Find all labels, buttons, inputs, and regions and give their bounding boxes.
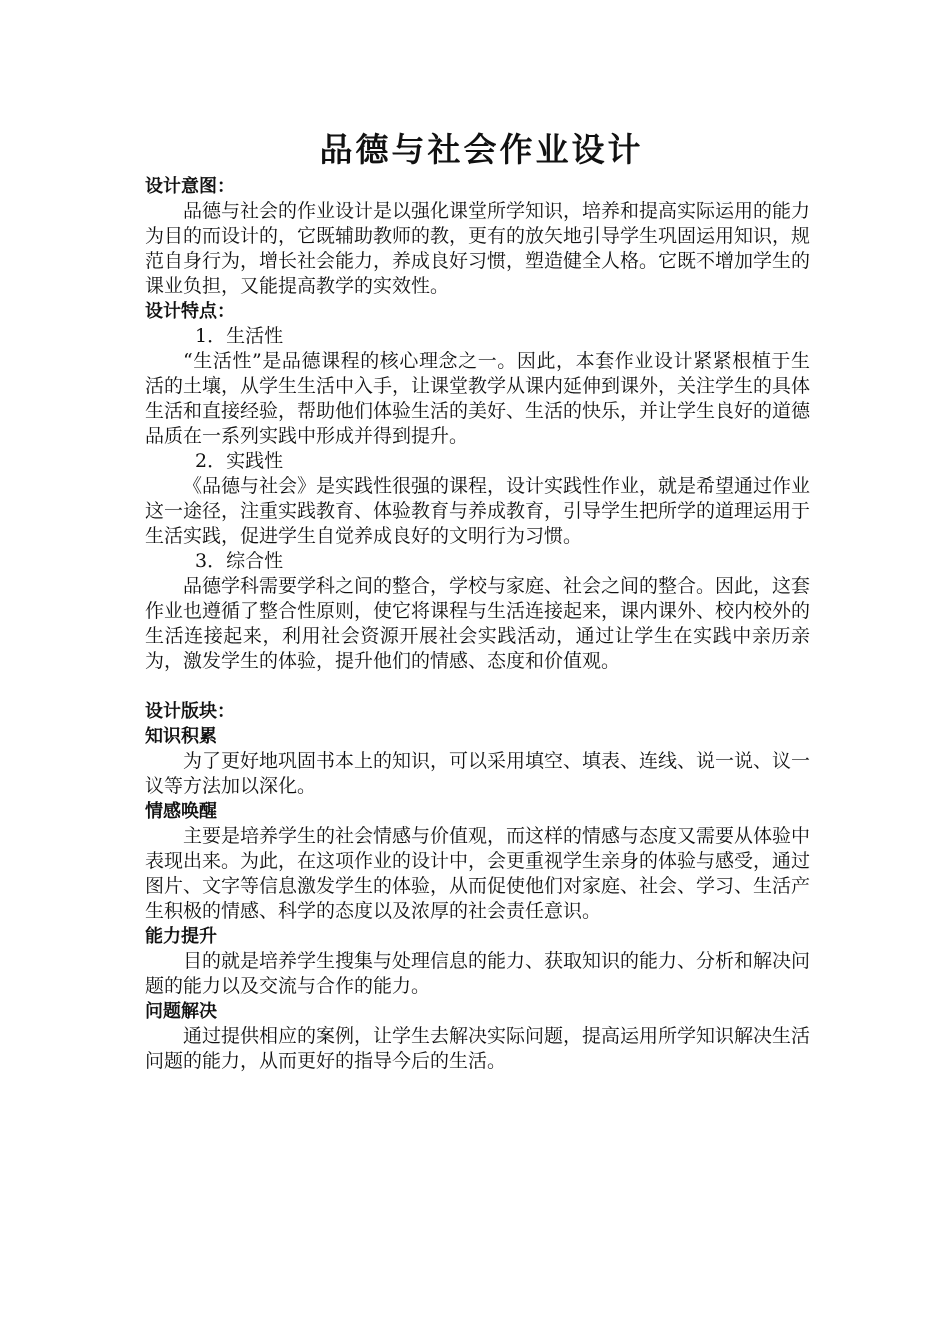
module-heading-ability: 能力提升 <box>145 926 217 947</box>
feature-label-life: 1．生活性 <box>195 325 284 347</box>
document-title: 品德与社会作业设计 <box>319 130 644 169</box>
module-paragraph-emotion: 主要是培养学生的社会情感与价值观，而这样的情感与态度又需要从体验中表现出来。为此，在这项作业的设计中，会更重视学生亲身的体验与感受，通过图片、文字等信息激发学生的体验，从而促使他们对家庭、社会、学习、生活产生积极的情感、科学的态度以及浓厚的社会责任意识。 <box>145 825 811 922</box>
module-paragraph-knowledge: 为了更好地巩固书本上的知识，可以采用填空、填表、连线、说一说、议一议等方法加以深化。 <box>145 750 811 797</box>
feature-paragraph-life: “生活性”是品德课程的核心理念之一。因此，本套作业设计紧紧根植于生活的土壤，从学生生活中入手，让课堂教学从课内延伸到课外，关注学生的具体生活和直接经验，帮助他们体验生活的美好、生活的快乐，并让学生良好的道德品质在一系列实践中形成并得到提升。 <box>145 350 811 447</box>
module-heading-problem: 问题解决 <box>145 1001 217 1022</box>
module-paragraph-ability: 目的就是培养学生搜集与处理信息的能力、获取知识的能力、分析和解决问题的能力以及交流与合作的能力。 <box>145 950 811 997</box>
feature-paragraph-practice: 《品德与社会》是实践性很强的课程，设计实践性作业，就是希望通过作业这一途径，注重实践教育、体验教育与养成教育，引导学生把所学的道理运用于生活实践，促进学生自觉养成良好的文明行为习惯。 <box>145 475 811 547</box>
feature-label-practice: 2．实践性 <box>195 450 284 472</box>
module-heading-emotion: 情感唤醒 <box>145 801 217 822</box>
module-heading-knowledge: 知识积累 <box>145 726 217 747</box>
features-heading: 设计特点： <box>145 301 235 322</box>
document-page <box>145 128 810 1074</box>
intent-paragraph: 品德与社会的作业设计是以强化课堂所学知识，培养和提高实际运用的能力为目的而设计的，它既辅助教师的教，更有的放矢地引导学生巩固运用知识，规范自身行为，增长社会能力，养成良好习惯，塑造健全人格。它既不增加学生的课业负担，又能提高教学的实效性。 <box>145 200 811 297</box>
feature-label-comprehensive: 3．综合性 <box>195 550 284 572</box>
modules-heading: 设计版块： <box>145 701 235 722</box>
blank-line <box>145 674 810 699</box>
intent-heading: 设计意图： <box>145 176 235 197</box>
module-paragraph-problem: 通过提供相应的案例，让学生去解决实际问题，提高运用所学知识解决生活问题的能力，从而更好的指导今后的生活。 <box>145 1025 811 1072</box>
feature-paragraph-comprehensive: 品德学科需要学科之间的整合，学校与家庭、社会之间的整合。因此，这套作业也遵循了整合性原则，使它将课程与生活连接起来，课内课外、校内校外的生活连接起来，利用社会资源开展社会实践活动，通过让学生在实践中亲历亲为，激发学生的体验，提升他们的情感、态度和价值观。 <box>145 575 811 672</box>
